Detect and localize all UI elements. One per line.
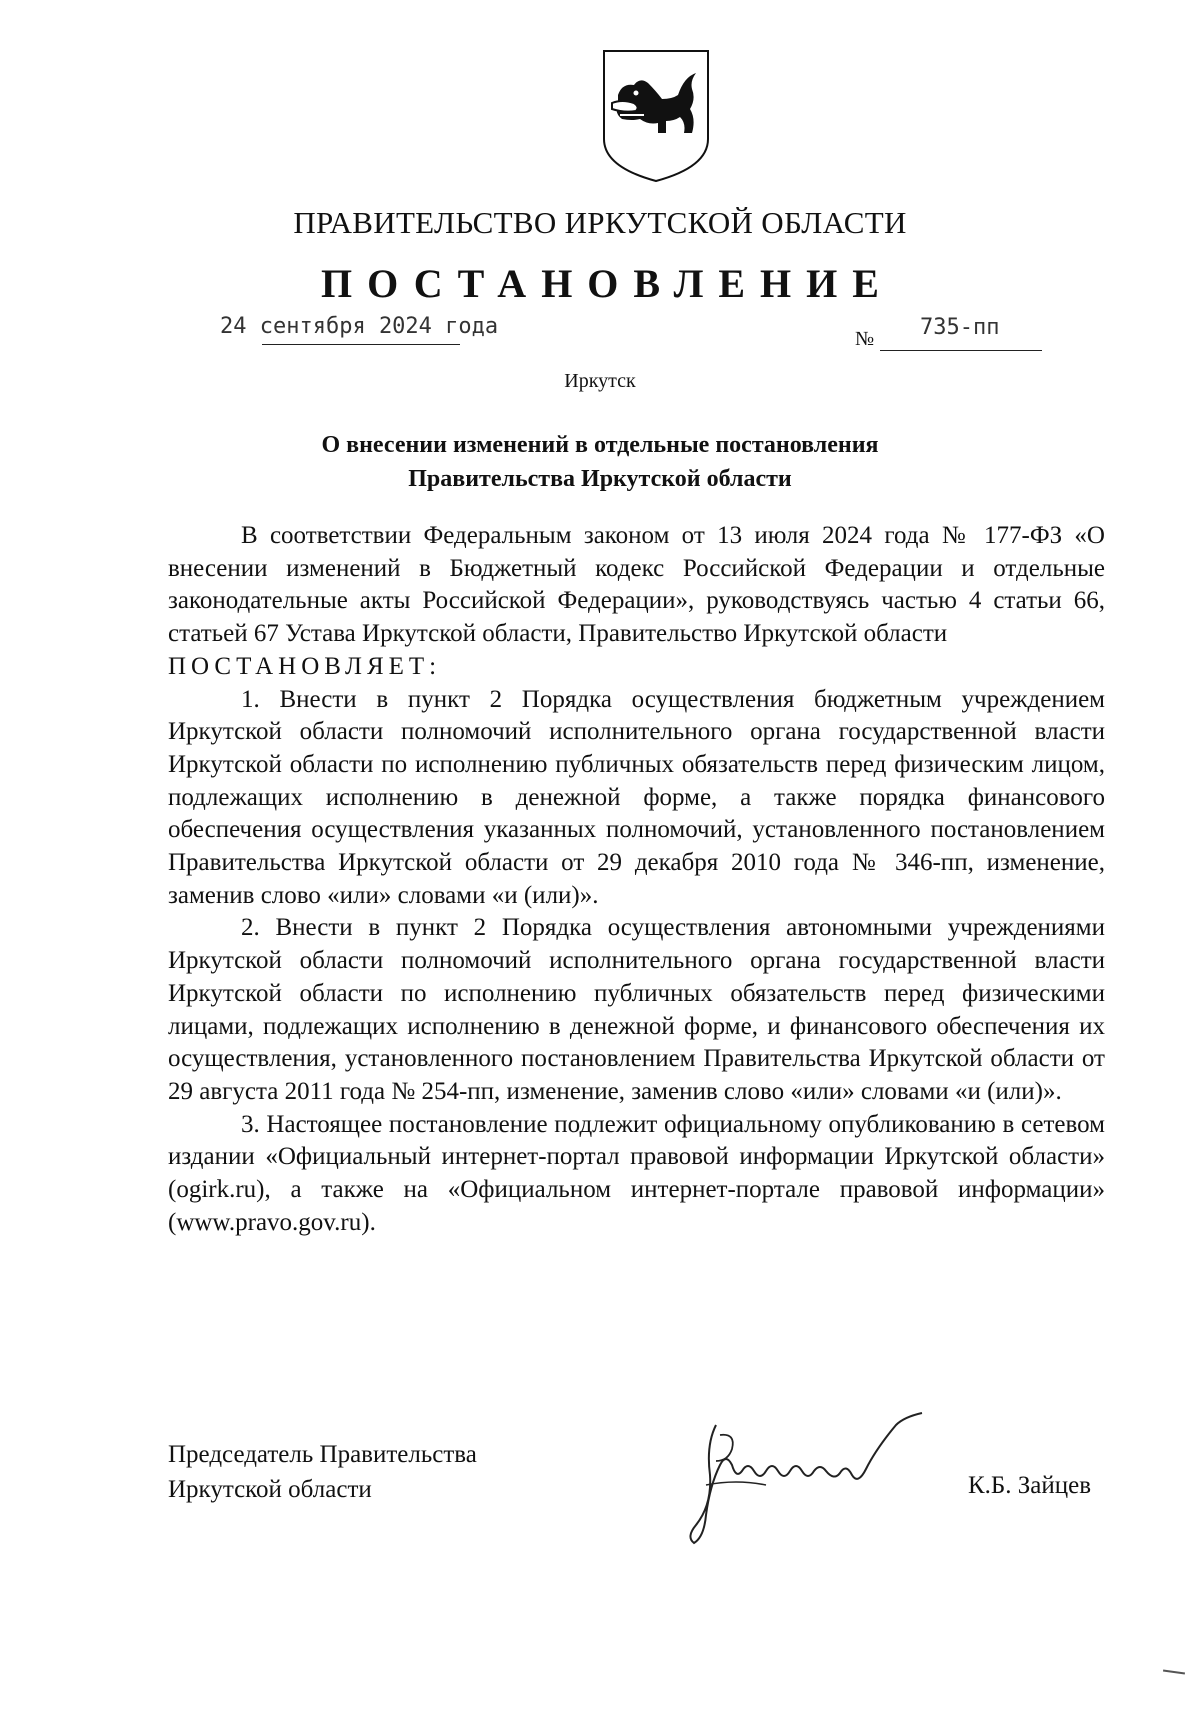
date-underline (262, 344, 460, 345)
signatory-position-line-2: Иркутской области (168, 1476, 372, 1503)
document-type: ПОСТАНОВЛЕНИЕ (321, 261, 894, 306)
scan-mark (1163, 1669, 1185, 1674)
item-1-paragraph: 1. Внести в пункт 2 Порядка осуществления бюджетным учреждением Иркутской области полномочий исполнительного органа государственной власти Иркутской области по исполнению публичных обязательств перед физическим лицом, подлежащих исполнению в денежной форме, а также порядка финансового обеспечения осуществления указанных полномочий, установленного постановлением Правительства Иркутской области от 29 декабря 2010 года № 346-пп, изменение, заменив слово «или» словами «и (или)». (168, 685, 1105, 909)
title-line-1: О внесении изменений в отдельные постановления (321, 432, 879, 458)
government-name: ПРАВИТЕЛЬСТВО ИРКУТСКОЙ ОБЛАСТИ (293, 205, 907, 240)
title-line-2: Правительства Иркутской области (408, 466, 792, 492)
signatory-position-line-1: Председатель Правительства (168, 1441, 477, 1468)
signatory-position (168, 1437, 477, 1507)
document-body (168, 520, 1105, 1239)
item-3-paragraph: 3. Настоящее постановление подлежит официальному опубликованию в сетевом издании «Официальный интернет-портал правовой информации Иркутской области» (ogirk.ru), а также на «Официальном интернет-портале правовой информации» (www.pravo.gov.ru). (168, 1110, 1105, 1236)
document-date: 24 сентября 2024 года (220, 314, 499, 339)
document-number: 735-пп (920, 315, 1000, 340)
resolves-heading: ПОСТАНОВЛЯЕТ: (168, 652, 442, 680)
city: Иркутск (564, 370, 636, 392)
number-sign: № (855, 328, 875, 350)
preamble-paragraph: В соответствии Федеральным законом от 13 июля 2024 года № 177-ФЗ «О внесении изменений в Бюджетный кодекс Российской Федерации и отдельные законодательные акты Российской Федерации», руководствуясь частью 4 статьи 66, статьей 67 Устава Иркутской области, Правительство Иркутской области (168, 522, 1105, 648)
handwritten-signature-icon (676, 1405, 946, 1545)
number-underline (880, 350, 1042, 351)
irkutsk-coat-of-arms-icon (600, 47, 712, 185)
signatory-name: К.Б. Зайцев (968, 1472, 1092, 1499)
item-2-paragraph: 2. Внести в пункт 2 Порядка осуществления автономными учреждениями Иркутской области полномочий исполнительного органа государственной власти Иркутской области по исполнению публичных обязательств перед физическими лицами, подлежащих исполнению в денежной форме, и финансового обеспечения их осуществления, установленного постановлением Правительства Иркутской области от 29 августа 2011 года № 254-пп, изменение, заменив слово «или» словами «и (или)». (168, 914, 1105, 1105)
document-title (200, 428, 1000, 496)
